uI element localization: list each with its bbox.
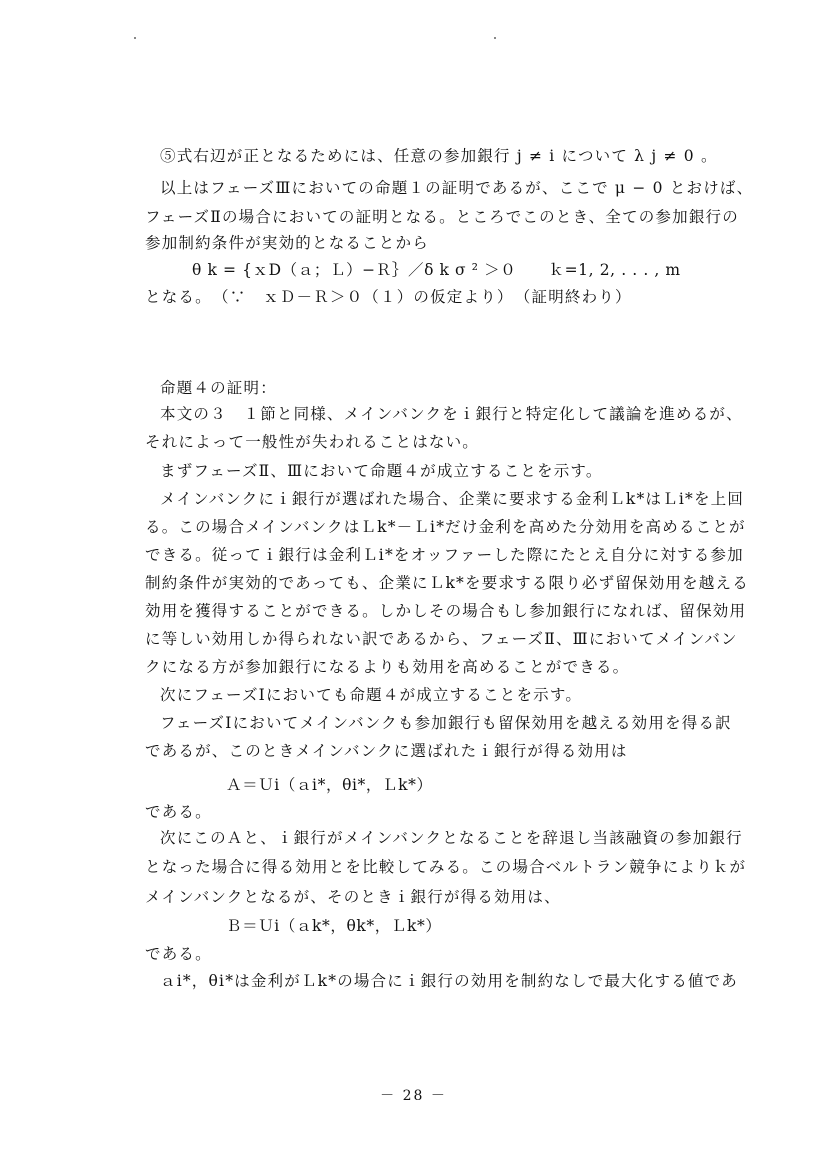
text-line: 次にフェーズⅠにおいても命題４が成立することを示す。 bbox=[160, 686, 583, 704]
section-heading: 命題４の証明： bbox=[160, 379, 277, 397]
equation: θ k = {ｘD（ａ；Ｌ）−Ｒ｝／δ k σ ² ＞０ ｋ=1, 2, . . . , m bbox=[192, 261, 681, 279]
text-line: であるが、このときメインバンクに選ばれたｉ銀行が得る効用は bbox=[145, 742, 628, 760]
text-line: 参加制約条件が実効的となることから bbox=[145, 234, 429, 252]
text-line: クになる方が参加銀行になるよりも効用を高めることができる。 bbox=[145, 658, 630, 676]
text-line: 次にこのＡと、ｉ銀行がメインバンクとなることを辞退し当該融資の参加銀行 bbox=[160, 829, 743, 847]
text-line: ⑤式右辺が正となるためには、任意の参加銀行 j ≠ i について λ j ≠ 0 。 bbox=[160, 147, 718, 165]
text-line: メインバンクとなるが、そのときｉ銀行が得る効用は、 bbox=[145, 888, 561, 906]
text-line: である。 bbox=[145, 945, 212, 963]
scan-speck bbox=[134, 37, 136, 39]
equation: Ａ＝Ｕi（ａi*，θi*，Ｌk*） bbox=[226, 776, 433, 794]
text-line: それによって一般性が失われることはない。 bbox=[145, 433, 480, 451]
text-line: である。 bbox=[145, 803, 212, 821]
text-line: 効用を獲得することができる。しかしその場合もし参加銀行になれば、留保効用 bbox=[145, 602, 747, 620]
text-line: メインバンクにｉ銀行が選ばれた場合、企業に要求する金利Ｌk*はＬi*を上回 bbox=[160, 490, 745, 508]
text-line: まずフェーズⅡ、Ⅲにおいて命題４が成立することを示す。 bbox=[160, 462, 603, 480]
page-number: － 28 － bbox=[380, 1088, 447, 1104]
text-line: となった場合に得る効用とを比較してみる。この場合ベルトラン競争によりｋが bbox=[145, 858, 747, 876]
text-line: に等しい効用しか得られない訳であるから、フェーズⅡ、Ⅲにおいてメインバン bbox=[145, 630, 738, 648]
text-line: フェーズⅠにおいてメインバンクも参加銀行も留保効用を越える効用を得る訳 bbox=[160, 714, 732, 732]
text-line: 本文の３ １節と同様、メインバンクをｉ銀行と特定化して議論を進めるが、 bbox=[160, 405, 743, 423]
text-line: 制約条件が実効的であっても、企業にＬk*を要求する限り必ず留保効用を越える bbox=[145, 574, 749, 592]
text-line: できる。従ってｉ銀行は金利Ｌi*をオッファーした際にたとえ自分に対する参加 bbox=[145, 546, 744, 564]
text-line: る。この場合メインバンクはＬk*－Ｌi*だけ金利を高めた分効用を高めることが bbox=[145, 518, 746, 536]
text-line: 以上はフェーズⅢにおいての命題１の証明であるが、ここで μ − 0 とおけば、 bbox=[160, 179, 754, 197]
equation: Ｂ＝Ｕi（ａk*，θk*，Ｌk*） bbox=[226, 917, 442, 935]
scan-speck bbox=[494, 37, 496, 39]
text-line: ａi*，θi*は金利がＬk*の場合にｉ銀行の効用を制約なしで最大化する値であ bbox=[160, 972, 738, 990]
text-line: フェーズⅡの場合においての証明となる。ところでこのとき、全ての参加銀行の bbox=[145, 208, 739, 226]
text-line: となる。 （∵ ｘＤ－Ｒ＞０（１）の仮定より） （証明終わり） bbox=[145, 288, 632, 306]
